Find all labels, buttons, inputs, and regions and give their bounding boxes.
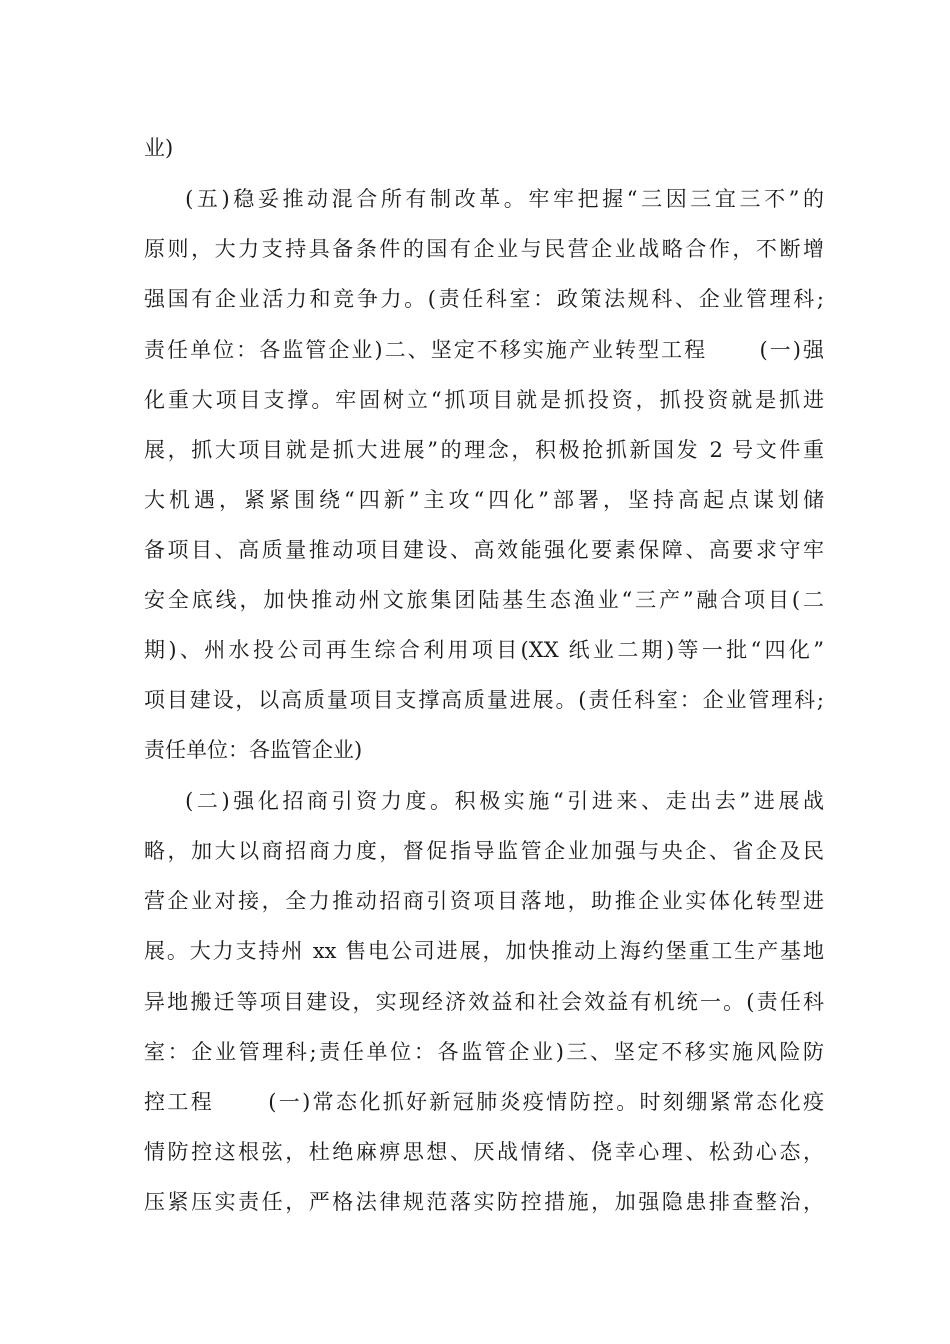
text-line: 异地搬迁等项目建设，实现经济效益和社会效益有机统一。(责任科 bbox=[144, 990, 824, 1014]
text-line: (五)稳妥推动混合所有制改革。牢牢把握“三因三宜三不”的 bbox=[144, 187, 824, 211]
text-line: (二)强化招商引资力度。积极实施“引进来、走出去”进展战 bbox=[144, 789, 824, 813]
text-line: 化重大项目支撑。牢固树立“抓项目就是抓投资，抓投资就是抓进 bbox=[144, 388, 824, 412]
text-line: 责任单位：各监管企业) bbox=[144, 738, 363, 762]
text-line: 控工程 (一)常态化抓好新冠肺炎疫情防控。时刻绷紧常态化疫 bbox=[144, 1090, 824, 1114]
text-line: 大机遇，紧紧围绕“四新”主攻“四化”部署，坚持高起点谋划储 bbox=[144, 488, 824, 512]
text-line: 展，抓大项目就是抓大进展”的理念，积极抢抓新国发 2 号文件重 bbox=[144, 438, 824, 462]
text-line: 展。大力支持州 xx 售电公司进展，加快推动上海约堡重工生产基地 bbox=[144, 939, 824, 963]
text-line: 情防控这根弦，杜绝麻痹思想、厌战情绪、侥幸心理、松劲心态， bbox=[144, 1140, 824, 1164]
text-line: 责任单位：各监管企业)二、坚定不移实施产业转型工程 (一)强 bbox=[144, 338, 824, 362]
text-line: 略，加大以商招商力度，督促指导监管企业加强与央企、省企及民 bbox=[144, 839, 824, 863]
text-line: 期)、州水投公司再生综合利用项目(XX 纸业二期)等一批“四化” bbox=[144, 638, 824, 662]
text-line: 安全底线，加快推动州文旅集团陆基生态渔业“三产”融合项目(二 bbox=[144, 588, 824, 612]
text-line: 营企业对接，全力推动招商引资项目落地，助推企业实体化转型进 bbox=[144, 889, 824, 913]
text-line: 业) bbox=[144, 136, 174, 160]
text-line: 项目建设，以高质量项目支撑高质量进展。(责任科室：企业管理科; bbox=[144, 688, 824, 712]
text-line: 备项目、高质量推动项目建设、高效能强化要素保障、高要求守牢 bbox=[144, 538, 824, 562]
text-line: 室：企业管理科;责任单位：各监管企业)三、坚定不移实施风险防 bbox=[144, 1040, 824, 1064]
text-line: 强国有企业活力和竞争力。(责任科室：政策法规科、企业管理科; bbox=[144, 287, 824, 311]
text-line: 原则，大力支持具备条件的国有企业与民营企业战略合作，不断增 bbox=[144, 237, 824, 261]
text-line: 压紧压实责任，严格法律规范落实防控措施，加强隐患排查整治， bbox=[144, 1190, 824, 1214]
